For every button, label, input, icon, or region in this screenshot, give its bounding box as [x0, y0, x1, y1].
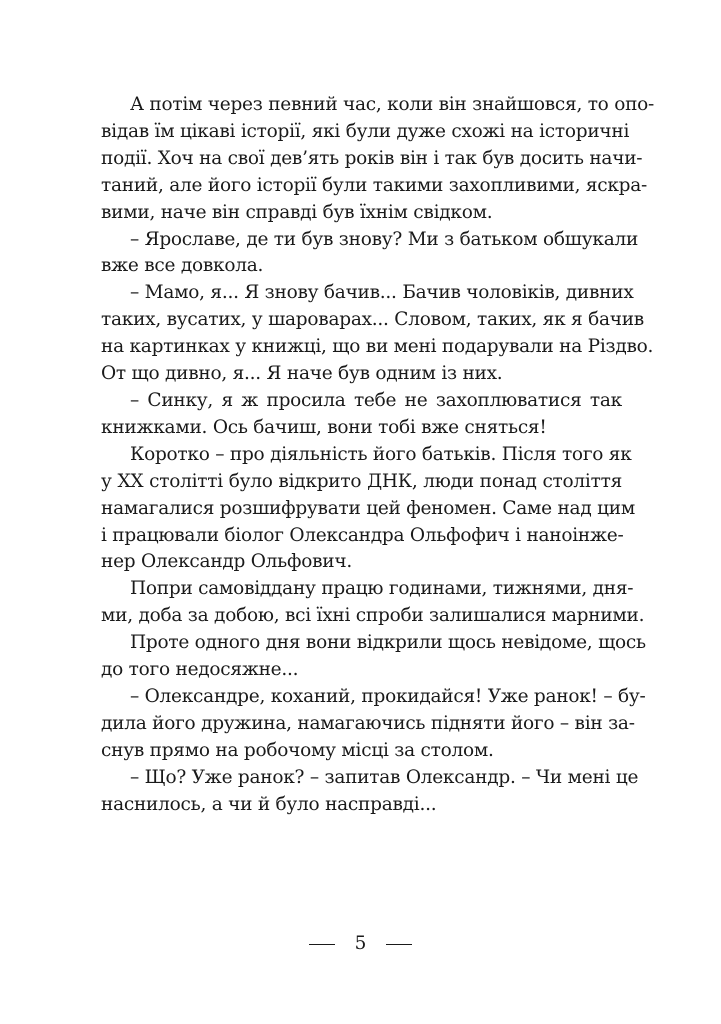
footer-dash-right [386, 944, 412, 945]
text-line: таких, вусатих, у шароварах... Словом, таких, як я бачив [101, 309, 644, 331]
page-footer [0, 931, 721, 957]
text-line: у ХХ столітті було відкрито ДНК, люди понад століття [101, 470, 622, 492]
text-line: – Синку, я ж просила тебе не захоплюватися так [130, 389, 622, 411]
text-line: – Ярославе, де ти був знову? Ми з батьком обшукали [130, 228, 639, 250]
paragraph [101, 630, 646, 684]
text-line: намагалися розшифрувати цей феномен. Саме над цим [101, 497, 635, 519]
text-line: таний, але його історії були такими захопливими, яскра- [101, 174, 648, 196]
footer-dash-left [309, 944, 335, 945]
text-line: Коротко – про діяльність його батьків. Після того як [130, 443, 632, 465]
text-line: події. Хоч на свої дев’ять років він і так був досить начи- [101, 147, 643, 169]
text-line: на картинках у книжці, що ви мені подарували на Різдво. [101, 336, 654, 358]
text-line: і працювали біолог Олександра Ольфофич і наноінже- [101, 524, 624, 546]
paragraph [101, 227, 639, 281]
paragraph [101, 442, 635, 577]
paragraph [101, 388, 622, 442]
text-line: Попри самовіддану працю годинами, тижнями, дня- [130, 578, 634, 600]
text-line: От що дивно, я... Я наче був одним із них. [101, 363, 503, 385]
text-line: вими, наче він справді був їхнім свідком. [101, 201, 493, 223]
paragraph [101, 280, 654, 388]
body-text [101, 92, 655, 818]
text-line: снув прямо на робочому місці за столом. [101, 739, 494, 761]
paragraph [101, 765, 639, 819]
text-line: до того недосяжне... [101, 659, 299, 681]
text-line: – Мамо, я... Я знову бачив... Бачив чоловіків, дивних [130, 282, 634, 304]
paragraph [101, 684, 646, 765]
page-number: 5 [354, 933, 367, 954]
text-line: відав їм цікаві історії, які були дуже схожі на історичні [101, 120, 630, 142]
text-line: нер Олександр Ольфович. [101, 551, 352, 573]
text-line: – Олександре, коханий, прокидайся! Уже ранок! – бу- [130, 685, 646, 707]
text-line: книжками. Ось бачиш, вони тобі вже сняться! [101, 416, 547, 438]
text-line: вже все довкола. [101, 255, 264, 277]
paragraph [101, 576, 645, 630]
text-line: А потім через певний час, коли він знайшовся, то опо- [130, 94, 655, 115]
text-line: наснилось, а чи й було насправді... [101, 793, 437, 815]
text-line: Проте одного дня вони відкрили щось невідоме, щось [130, 632, 646, 654]
paragraph [101, 92, 655, 227]
text-line: дила його дружина, намагаючись підняти його – він за- [101, 712, 635, 734]
text-line: – Що? Уже ранок? – запитав Олександр. – Чи мені це [130, 766, 639, 788]
text-line: ми, доба за добою, всі їхні спроби залишалися марними. [101, 605, 645, 627]
